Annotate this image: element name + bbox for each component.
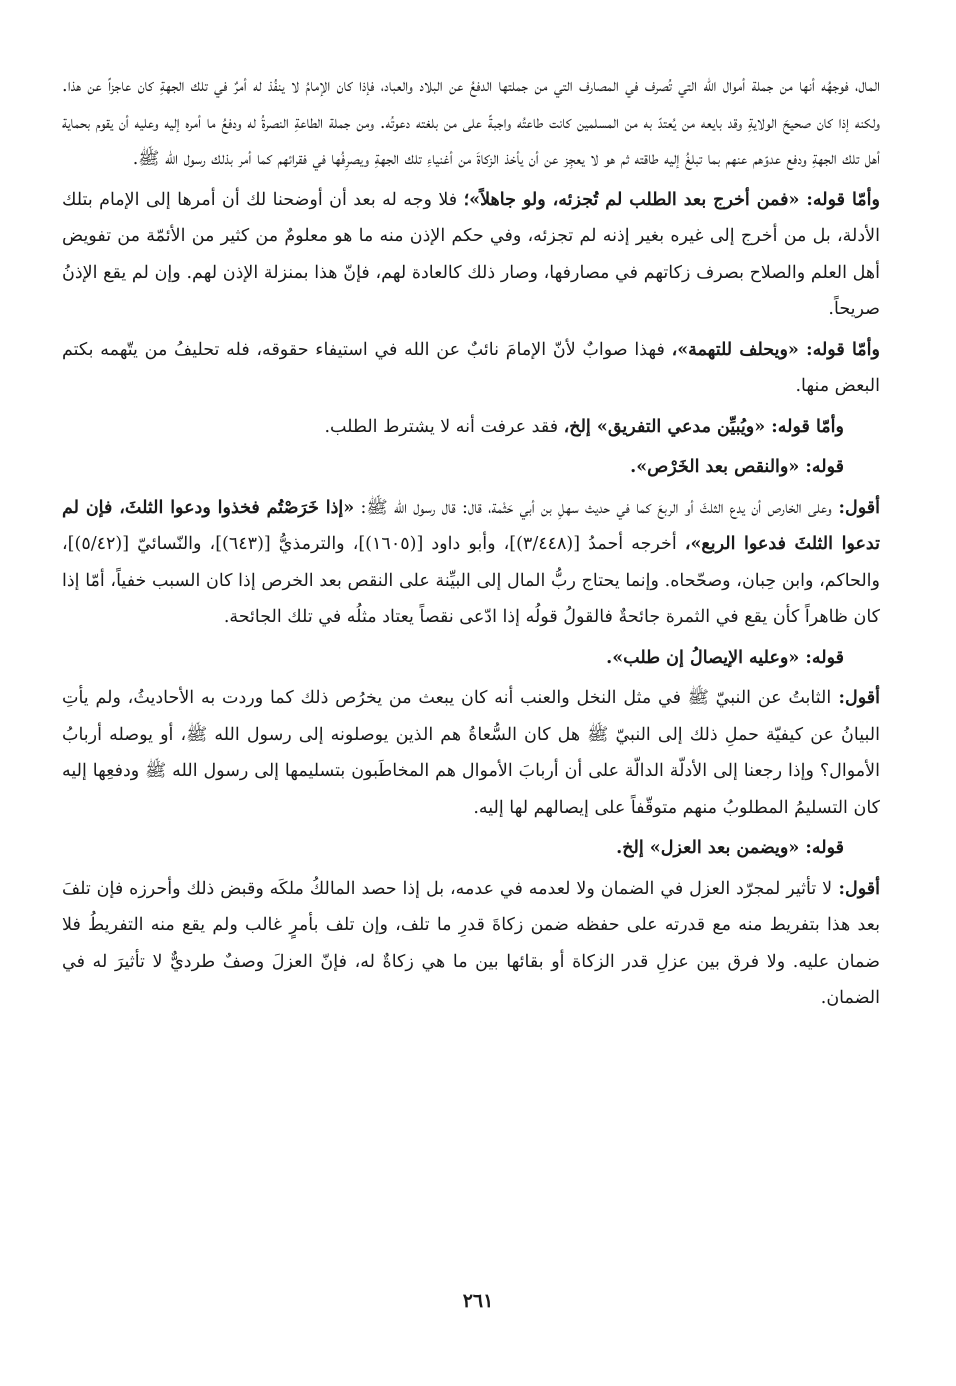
page-body-text bbox=[62, 68, 880, 1021]
quoted-text: «وعليه الإيصالُ إن طلب». bbox=[606, 647, 800, 668]
paragraph-lead-word: أقول: bbox=[832, 878, 880, 899]
paragraph bbox=[62, 409, 880, 446]
paragraph bbox=[62, 332, 880, 405]
paragraph-text: فقد عرفت أنه لا يشترط الطلب. bbox=[324, 416, 564, 437]
paragraph-text: أخرجه أحمدُ [(٣/٤٤٨)]، وأبو داود [(١٦٠٥)]، والترمذيُّ [(٦٤٣)]، والنّسائيّ [(٥/٤٢)]، والحاكم، وابن حِبان، وصحّحاه. وإنما يحتاج ربُّ المال إلى البيِّنة على النقص بعد الخرص إذا كان السبب خفياً، أمّا إذا كان ظاهراً كأن يقع في الثمرة جائحةٌ فالقولُ قولُه إذا ادّعى نقصاً يعتاد مثلُه في تلك الجائحة. bbox=[62, 534, 880, 627]
quoted-text: «ويحلف للتهمة»، bbox=[671, 339, 799, 360]
quoted-text: «فمن أخرج بعد الطلب لم تُجزئه، ولو جاهلاً»؛ bbox=[463, 189, 800, 210]
paragraph-text: وعلى الخارص أن يدع الثلثَ أو الربعَ كما في حديث سهلِ بن أبي حَثْمة، قال: قال رسول الله ﷺ: bbox=[354, 497, 832, 518]
paragraph-text: الثابتُ عن النبيّ ﷺ في مثل النخل والعنب أنه كان يبعث من يخرُص ذلك كما وردت به الأحاديثُ، ولم يأتِ البيانُ عن كيفيّة حملِ ذلك إلى النبيّ ﷺ هل كان السُّعاةُ هم الذين يوصلونه إلى رسول الله ﷺ، أو يوصله أربابُ الأموال؟ وإذا رجعنا إلى الأدلّة الدالّة على أن أربابَ الأموال هم المخاطَبون بتسليمها إلى رسول الله ﷺ ودفعِها إليه كان التسليمُ المطلوبُ منهم متوقّفاً على إيصالهم لها إليه. bbox=[62, 688, 880, 818]
paragraph bbox=[62, 871, 880, 1017]
paragraph bbox=[62, 449, 880, 486]
paragraph-lead-word: أقول: bbox=[831, 497, 880, 518]
quoted-text: «إذا خَرَصْتُم فخذوا ودعوا الثلثَ، فإن لم تدعوا الثلثَ فدعوا الربع»، bbox=[62, 497, 880, 554]
paragraph-text: المال، فوجهُه أنها من جملة أموال الله التي تُصرف في المصارف التي من جملتها الدفعُ عن البلاد والعباد، فإذا كان الإمامُ لا ينفُذ له أمرٌ في تلك الجهةِ كان عاجزاً عن هذا. ولكنه إذا كان صحيحَ الولايةِ وقد بايعه من يُعتدّ به من المسلمين كانت طاعتُه واجبةً على من بلغته دعوتُه. ومن جملة الطاعةِ النصرةُ له ودفعُ ما أمره إليه وعليه أن يقوم بحماية أهل تلك الجهةِ ودفع عدوّهم عنهم بما تبلغُ إليه طاقته ثم هو لا يعجِز عن أن يأخذ الزكاةَ من أغنياءِ تلك الجهةِ ويصرِفُها في فقرائهم كما أمر بذلك رسول الله ﷺ. bbox=[62, 76, 880, 169]
paragraph bbox=[62, 680, 880, 826]
paragraph bbox=[62, 68, 880, 178]
quoted-text: «ويُبيِّن مدعي التفريق» إلخ، bbox=[563, 416, 766, 437]
page-number: ٢٦١ bbox=[462, 1290, 494, 1312]
quoted-text: «ويضمن بعد العزل» إلخ. bbox=[616, 838, 800, 858]
paragraph-lead-word: وأمّا قوله: bbox=[799, 189, 880, 210]
paragraph-lead-word: قوله: bbox=[799, 838, 844, 858]
paragraph-lead-word: وأمّا قوله: bbox=[765, 416, 844, 437]
paragraph-text: لا تأثير لمجرّد العزل في الضمان ولا لعدمه في عدمه، بل إذا حصد المالكُ ملكَه وقبض ذلك وأحرزه فإن تلفَ بعد هذا بتفريط منه مع قدرته على حفظه ضمن زكاةَ قدرِ ما تلف، وإن تلف بأمرٍ غالب ولم يقع منه التفريطُ فلا ضمان عليه. ولا فرق بين عزلِ قدر الزكاة أو بقائها بين ما هي زكاةٌ له، فإنّ العزلَ وصفٌ طرديٌّ لا تأثيرَ له في الضمان. bbox=[62, 878, 880, 1008]
paragraph-text: فهذا صوابٌ لأنّ الإمامَ نائبٌ عن الله في استيفاء حقوقه، فله تحليفُ من يتّهمه بكتم البعض منها. bbox=[62, 339, 880, 396]
paragraph-lead-word: قوله: bbox=[799, 457, 844, 477]
paragraph-text: فلا وجه له بعد أن أوضحنا لك أن أمرها إلى الإمام بتلك الأدلة، بل من أخرج إلى غيره بغير إذنه لم تجزئه، وفي حكم الإذن منه ما هو معلومٌ من كثير من الأئمّة من تفويض أهل العلم والصلاح بصرف زكاتهم في مصارفها، وصار ذلك كالعادة لهم، فإنّ هذا بمنزلة الإذن لهم. وإن لم يقع الإذنُ صريحاً. bbox=[62, 189, 880, 319]
paragraph-lead-word: قوله: bbox=[799, 647, 844, 668]
paragraph bbox=[62, 640, 880, 677]
quoted-text: «والنقص بعد الخَرْص». bbox=[630, 457, 800, 477]
paragraph-lead-word: أقول: bbox=[831, 688, 880, 708]
paragraph bbox=[62, 490, 880, 636]
paragraph-lead-word: وأمّا قوله: bbox=[798, 339, 880, 360]
paragraph bbox=[62, 830, 880, 867]
paragraph bbox=[62, 182, 880, 328]
